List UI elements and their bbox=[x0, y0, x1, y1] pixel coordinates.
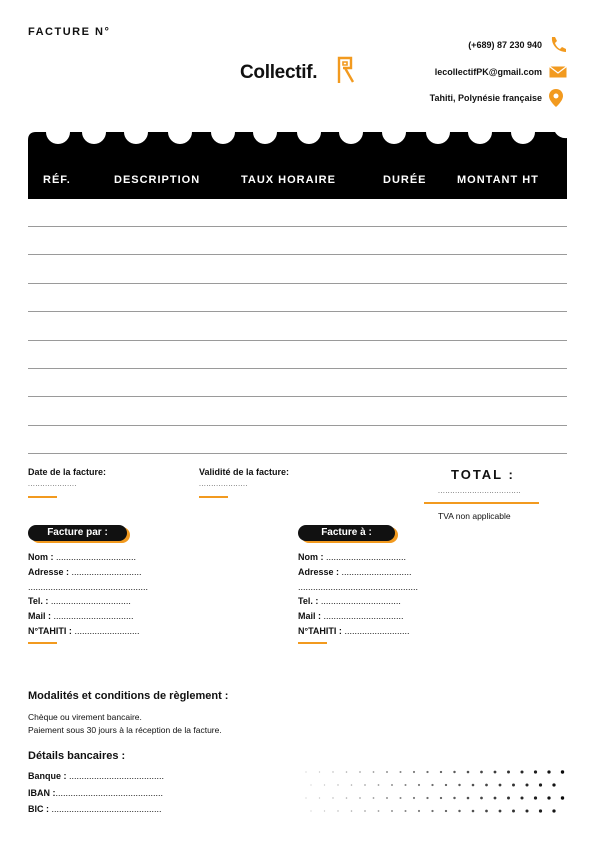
decorative-dot bbox=[547, 770, 550, 773]
decorative-dot bbox=[426, 771, 428, 773]
decorative-dot bbox=[445, 810, 447, 812]
table-row-line bbox=[28, 226, 567, 227]
accent-underline bbox=[28, 642, 57, 644]
decorative-dot bbox=[418, 784, 420, 786]
decorative-dot bbox=[310, 810, 311, 811]
accent-underline bbox=[298, 642, 327, 644]
decorative-dot bbox=[378, 810, 380, 812]
decorative-dot bbox=[399, 797, 401, 799]
decorative-dot bbox=[494, 771, 497, 774]
decorative-dot bbox=[346, 771, 348, 773]
decorative-dot bbox=[507, 797, 510, 800]
decorative-dot bbox=[359, 771, 361, 773]
decorative-dot bbox=[453, 797, 455, 799]
decorative-dot bbox=[310, 784, 311, 785]
bank-fields bbox=[28, 771, 164, 821]
column-header-ref: RÉF. bbox=[43, 174, 71, 186]
decorative-dot bbox=[337, 810, 338, 811]
decorative-dot bbox=[552, 783, 555, 786]
accent-underline bbox=[28, 496, 57, 498]
decorative-dot bbox=[534, 770, 537, 773]
decorative-dot bbox=[499, 810, 502, 813]
decorative-dot bbox=[561, 770, 564, 773]
location-pin-icon bbox=[549, 89, 563, 107]
decorative-dot bbox=[561, 796, 564, 799]
invoice-title: FACTURE N° bbox=[28, 26, 111, 38]
column-header-hourly-rate: TAUX HORAIRE bbox=[241, 174, 336, 186]
billed-by-name-field[interactable]: Nom : ................................ bbox=[28, 552, 137, 562]
billed-to-name-field[interactable]: Nom : ................................ bbox=[298, 552, 407, 562]
table-row-line bbox=[28, 425, 567, 426]
contact-phone: (+689) 87 230 940 bbox=[468, 40, 542, 50]
terms-title: Modalités et conditions de règlement : bbox=[28, 690, 229, 702]
decorative-dot bbox=[332, 797, 333, 798]
table-row-line bbox=[28, 254, 567, 255]
decorative-dot bbox=[547, 796, 550, 799]
total-underline bbox=[424, 502, 539, 504]
decorative-dot bbox=[512, 784, 515, 787]
billed-to-address-line2[interactable]: ................................................ bbox=[298, 581, 419, 592]
decorative-dot bbox=[445, 784, 447, 786]
decorative-dot bbox=[319, 797, 320, 798]
decorative-dot bbox=[520, 796, 523, 799]
bank-bic-field[interactable]: BIC : ............................................ bbox=[28, 804, 162, 814]
decorative-dot bbox=[426, 797, 428, 799]
bank-iban-field[interactable]: IBAN :........................................... bbox=[28, 787, 164, 798]
billed-by-mail-field[interactable]: Mail : ................................ bbox=[28, 611, 134, 622]
billed-by-fields bbox=[28, 552, 148, 641]
decorative-dot bbox=[346, 797, 348, 799]
tva-note: TVA non applicable bbox=[438, 511, 511, 521]
decorative-dot bbox=[520, 770, 523, 773]
decorative-dot bbox=[539, 783, 542, 786]
decorative-dot bbox=[480, 771, 483, 774]
decorative-dot bbox=[324, 810, 325, 811]
decorative-dot bbox=[453, 771, 455, 773]
total-value[interactable]: .................................. bbox=[438, 488, 522, 495]
decorative-dot bbox=[391, 784, 393, 786]
bank-details-title: Détails bancaires : bbox=[28, 750, 126, 762]
decorative-dot bbox=[364, 810, 366, 812]
decorative-dot bbox=[525, 809, 528, 812]
decorative-dot bbox=[378, 784, 380, 786]
decorative-dot bbox=[534, 796, 537, 799]
decorative-dot bbox=[332, 771, 333, 772]
table-row-line bbox=[28, 283, 567, 284]
decorative-dot bbox=[458, 810, 460, 812]
decorative-dot bbox=[467, 797, 470, 800]
column-header-description: DESCRIPTION bbox=[114, 174, 201, 186]
decorative-dot bbox=[539, 809, 542, 812]
billed-by-badge: Facture par : bbox=[28, 525, 127, 541]
table-row-line bbox=[28, 311, 567, 312]
decorative-dot bbox=[467, 771, 470, 774]
decorative-dot bbox=[413, 797, 415, 799]
decorative-dot bbox=[391, 810, 393, 812]
decorative-dot bbox=[324, 784, 325, 785]
decorative-dot bbox=[485, 784, 488, 787]
decorative-dot bbox=[499, 784, 502, 787]
billed-by-address-field[interactable]: Adresse : ............................ bbox=[28, 566, 142, 577]
decorative-dot bbox=[472, 810, 475, 813]
decorative-dot bbox=[386, 771, 388, 773]
table-row-line bbox=[28, 396, 567, 397]
decorative-dot bbox=[351, 810, 353, 812]
decorative-dot bbox=[507, 771, 510, 774]
invoice-date-label: Date de la facture: bbox=[28, 467, 107, 477]
total-label: TOTAL : bbox=[451, 467, 515, 482]
decorative-dot bbox=[404, 784, 406, 786]
billed-by-address-line2[interactable]: ................................................ bbox=[28, 581, 149, 592]
table-row-line bbox=[28, 453, 567, 454]
contact-email: lecollectifPK@gmail.com bbox=[434, 67, 542, 77]
contact-location: Tahiti, Polynésie française bbox=[429, 93, 542, 103]
decorative-dot bbox=[305, 771, 306, 772]
billed-to-fields bbox=[298, 552, 418, 641]
billed-by-tel-field[interactable]: Tel. : ................................ bbox=[28, 596, 131, 607]
decorative-dot bbox=[525, 783, 528, 786]
decorative-dot bbox=[319, 771, 320, 772]
decorative-dot bbox=[494, 797, 497, 800]
decorative-dot bbox=[373, 771, 375, 773]
billed-to-tahiti-field[interactable]: N°TAHITI : .......................... bbox=[298, 625, 410, 636]
decorative-dot bbox=[413, 771, 415, 773]
decorative-dot bbox=[418, 810, 420, 812]
decorative-dot bbox=[485, 810, 488, 813]
invoice-date-value[interactable]: .................... bbox=[28, 481, 77, 488]
mail-icon bbox=[549, 66, 567, 78]
table-header-banner bbox=[28, 130, 567, 199]
logo-mark-icon bbox=[337, 56, 355, 84]
billed-to-mail-field[interactable]: Mail : ................................ bbox=[298, 611, 404, 622]
accent-underline bbox=[199, 496, 228, 498]
terms-line-2: Paiement sous 30 jours à la réception de la facture. bbox=[28, 725, 222, 735]
decorative-dot bbox=[364, 784, 366, 786]
decorative-dot bbox=[386, 797, 388, 799]
decorative-dot-pattern bbox=[300, 766, 570, 816]
table-row-line bbox=[28, 368, 567, 369]
decorative-dot bbox=[305, 797, 306, 798]
billed-to-badge: Facture à : bbox=[298, 525, 395, 541]
billed-by-tahiti-field[interactable]: N°TAHITI : .......................... bbox=[28, 625, 140, 636]
decorative-dot bbox=[337, 784, 338, 785]
decorative-dot bbox=[373, 797, 375, 799]
billed-to-tel-field[interactable]: Tel. : ................................ bbox=[298, 596, 401, 607]
invoice-validity-value[interactable]: .................... bbox=[199, 481, 248, 488]
invoice-validity-label: Validité de la facture: bbox=[199, 467, 290, 477]
billed-to-address-field[interactable]: Adresse : ............................ bbox=[298, 566, 412, 577]
column-header-duration: DURÉE bbox=[383, 174, 427, 186]
decorative-dot bbox=[552, 809, 555, 812]
column-header-amount: MONTANT HT bbox=[457, 174, 539, 186]
decorative-dot bbox=[440, 771, 442, 773]
decorative-dot bbox=[440, 797, 442, 799]
phone-icon bbox=[549, 36, 567, 53]
logo-text: Collectif. bbox=[240, 62, 318, 83]
decorative-dot bbox=[351, 784, 353, 786]
table-row-line bbox=[28, 340, 567, 341]
decorative-dot bbox=[480, 797, 483, 800]
decorative-dot bbox=[512, 810, 515, 813]
decorative-dot bbox=[359, 797, 361, 799]
decorative-dot bbox=[458, 784, 460, 786]
decorative-dot bbox=[431, 784, 433, 786]
decorative-dot bbox=[431, 810, 433, 812]
decorative-dot bbox=[472, 784, 475, 787]
terms-line-1: Chèque ou virement bancaire. bbox=[28, 712, 142, 722]
decorative-dot bbox=[399, 771, 401, 773]
decorative-dot bbox=[404, 810, 406, 812]
bank-name-field[interactable]: Banque : ...................................... bbox=[28, 771, 165, 781]
